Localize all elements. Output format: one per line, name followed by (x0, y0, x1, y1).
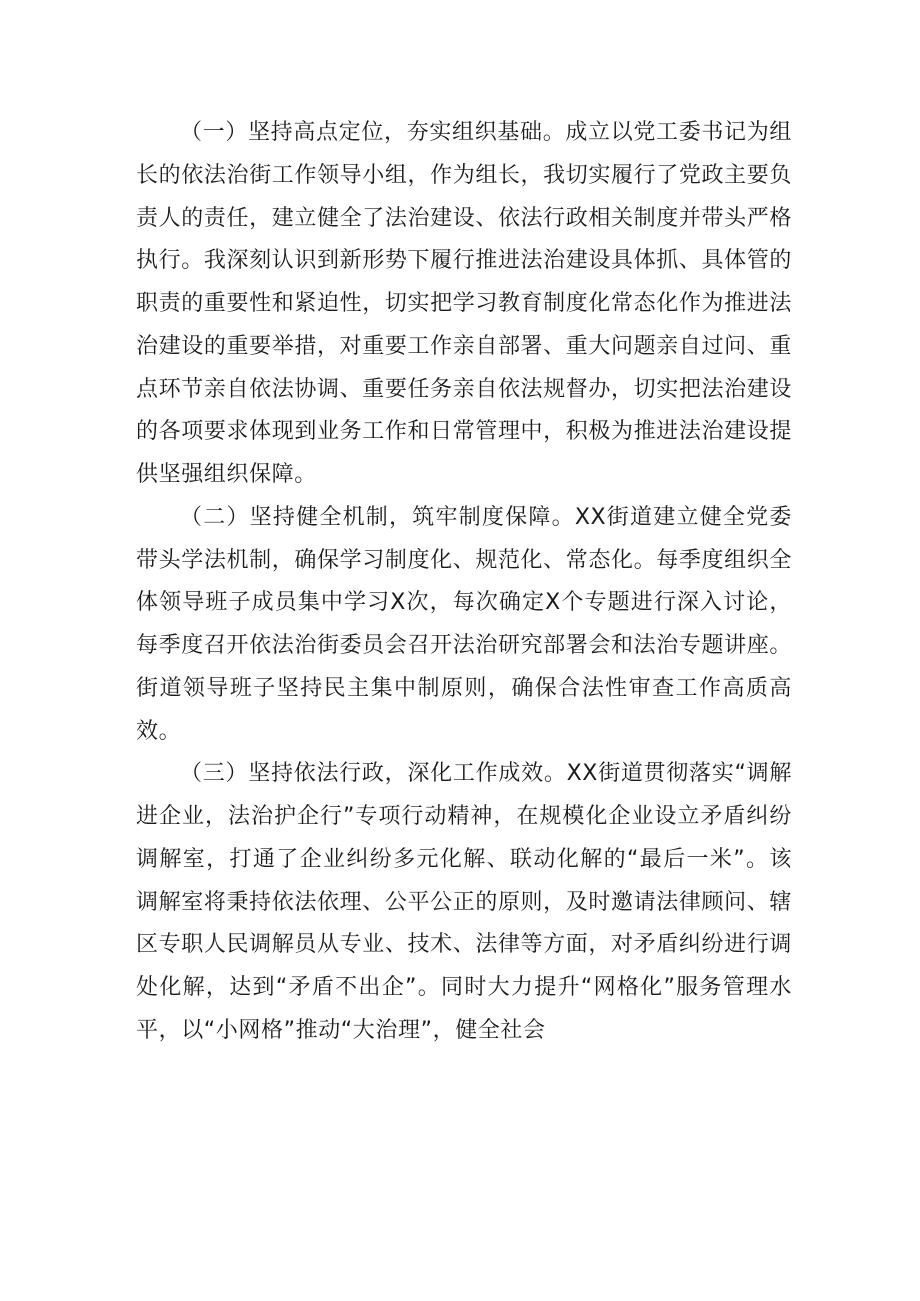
paragraph-law-based-administration: （三）坚持依法行政，深化工作成效。XX街道贯彻落实“调解进企业，法治护企行”专项行动精神，在规模化企业设立矛盾纠纷调解室，打通了企业纠纷多元化解、联动化解的“最后一米”。该调解室将秉持依法依理、公平公正的原则，及时邀请法律顾问、辖区专职人民调解员从专业、技术、法律等方面，对矛盾纠纷进行调处化解，达到“矛盾不出企”。同时大力提升“网格化”服务管理水平，以“小网格”推动“大治理”，健全社会 (136, 761, 792, 1043)
paragraph-organization-foundation: （一）坚持高点定位，夯实组织基础。成立以党工委书记为组长的依法治街工作领导小组，作为组长，我切实履行了党政主要负责人的责任，建立健全了法治建设、依法行政相关制度并带头严格执行。我深刻认识到新形势下履行推进法治建设具体抓、具体管的职责的重要性和紧迫性，切实把学习教育制度化常态化作为推进法治建设的重要举措，对重要工作亲自部署、重大问题亲自过问、重点环节亲自依法协调、重要任务亲自依法规督办，切实把法治建设的各项要求体现到业务工作和日常管理中，积极为推进法治建设提供坚强组织保障。 (136, 120, 792, 487)
document-body (136, 112, 792, 1053)
paragraph-institutional-guarantee: （二）坚持健全机制，筑牢制度保障。XX街道建立健全党委带头学法机制，确保学习制度化、规范化、常态化。每季度组织全体领导班子成员集中学习X次，每次确定X个专题进行深入讨论，每季度召开依法治街委员会召开法治研究部署会和法治专题讲座。街道领导班子坚持民主集中制原则，确保合法性审查工作高质高效。 (136, 504, 792, 744)
